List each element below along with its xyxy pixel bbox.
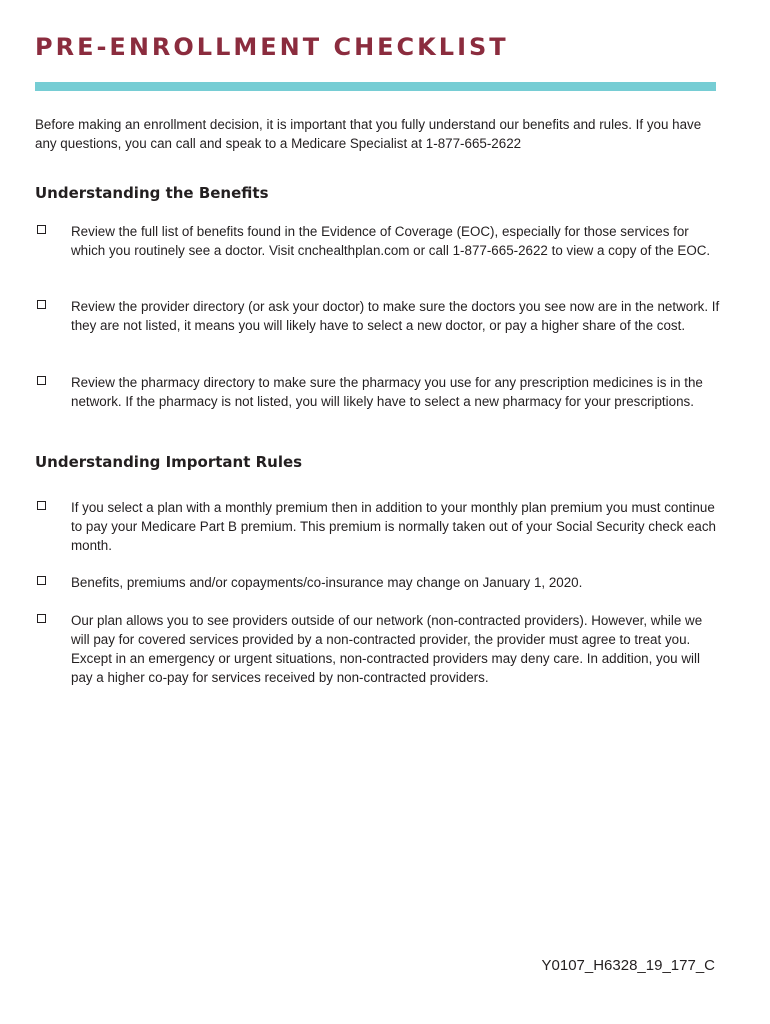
checkbox-icon[interactable] xyxy=(37,300,46,309)
checklist-item-text: Review the pharmacy directory to make sure the pharmacy you use for any prescription medicines is in the network. If the pharmacy is not listed, you will likely have to select a new pharmacy for your prescriptions. xyxy=(71,375,703,409)
document-code: Y0107_H6328_19_177_C xyxy=(541,957,715,974)
checklist-item xyxy=(35,611,725,687)
checkbox-icon[interactable] xyxy=(37,614,46,623)
page-title: PRE-ENROLLMENT CHECKLIST xyxy=(35,33,509,61)
checkbox-icon[interactable] xyxy=(37,225,46,234)
checklist-item-text: Review the provider directory (or ask your doctor) to make sure the doctors you see now are in the network. If they are not listed, it means you will likely have to select a new doctor, or pay a higher share of the cost. xyxy=(71,299,720,333)
checklist-item xyxy=(35,573,725,592)
section-heading-benefits: Understanding the Benefits xyxy=(35,184,269,202)
checklist-item xyxy=(35,373,725,411)
checkbox-icon[interactable] xyxy=(37,501,46,510)
checklist-item-text: Our plan allows you to see providers outside of our network (non-contracted providers). However, while we will pay for covered services provided by a non-contracted provider, the provider must agree to treat you. Except in an emergency or urgent situations, non-contracted providers may deny care. In addition, you will pay a higher co-pay for services received by non-contracted providers. xyxy=(71,613,703,685)
checkbox-icon[interactable] xyxy=(37,376,46,385)
checklist-item xyxy=(35,222,725,260)
intro-paragraph: Before making an enrollment decision, it is important that you fully understand our benefits and rules. If you have any questions, you can call and speak to a Medicare Specialist at 1-877-665-2622 xyxy=(35,117,702,151)
title-divider xyxy=(35,82,716,91)
checklist-item xyxy=(35,297,725,335)
checklist-item-text: Benefits, premiums and/or copayments/co-insurance may change on January 1, 2020. xyxy=(71,575,583,590)
checklist-item-text: Review the full list of benefits found in the Evidence of Coverage (EOC), especially for those services for which you routinely see a doctor. Visit cnchealthplan.com or call 1-877-665-2622 to view a copy of the EOC. xyxy=(71,224,711,258)
section-heading-rules: Understanding Important Rules xyxy=(35,453,303,471)
checkbox-icon[interactable] xyxy=(37,576,46,585)
checklist-item-text: If you select a plan with a monthly premium then in addition to your monthly plan premium you must continue to pay your Medicare Part B premium. This premium is normally taken out of your Social Security check each month. xyxy=(71,500,716,553)
checklist-item xyxy=(35,498,725,555)
